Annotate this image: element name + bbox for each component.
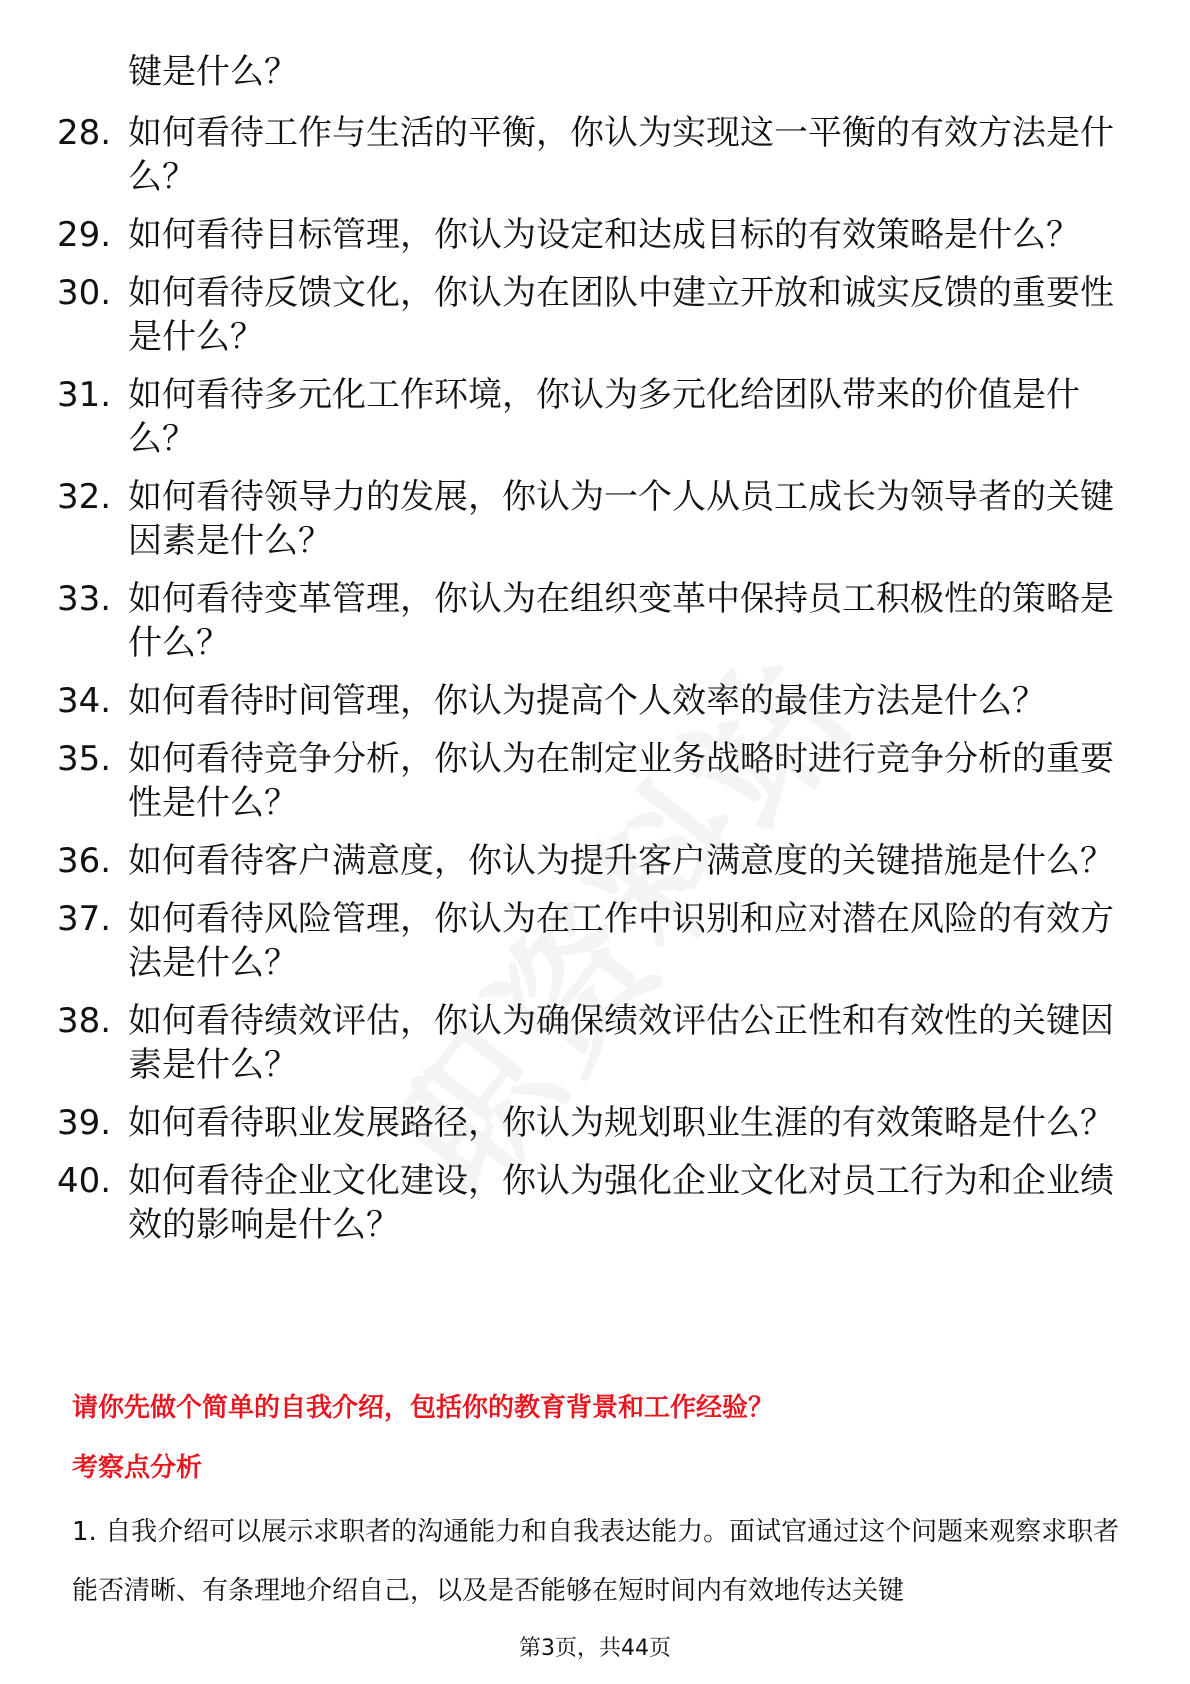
question-item — [57, 737, 1117, 825]
question-text: 如何看待反馈文化，你认为在团队中建立开放和诚实反馈的重要性是什么？ — [128, 273, 1114, 357]
question-text: 如何看待工作与生活的平衡，你认为实现这一平衡的有效方法是什么？ — [128, 113, 1114, 197]
question-number: 29. — [57, 215, 112, 255]
question-text: 如何看待职业发展路径，你认为规划职业生涯的有效策略是什么？ — [128, 1103, 1114, 1143]
question-text: 如何看待客户满意度，你认为提升客户满意度的关键措施是什么？ — [128, 841, 1114, 881]
question-item — [57, 1159, 1117, 1247]
question-number: 32. — [57, 477, 112, 517]
question-text: 如何看待目标管理，你认为设定和达成目标的有效策略是什么？ — [128, 215, 1080, 255]
question-number: 39. — [57, 1103, 112, 1143]
question-item — [57, 1101, 1117, 1145]
question-item — [57, 577, 1117, 665]
question-item — [57, 897, 1117, 985]
question-item — [57, 475, 1117, 563]
featured-question-heading: 请你先做个简单的自我介绍，包括你的教育背景和工作经验？ — [72, 1393, 775, 1423]
page-footer: 第3页，共44页 — [519, 1636, 671, 1661]
question-text: 如何看待多元化工作环境，你认为多元化给团队带来的价值是什么？ — [128, 375, 1080, 459]
question-number: 30. — [57, 273, 112, 313]
question-text: 如何看待领导力的发展，你认为一个人从员工成长为领导者的关键因素是什么？ — [128, 477, 1114, 561]
analysis-paragraph: 1. 自我介绍可以展示求职者的沟通能力和自我表达能力。面试官通过这个问题来观察求职者能否清晰、有条理地介绍自己，以及是否能够在短时间内有效地传达关键 — [72, 1517, 1120, 1606]
question-number: 33. — [57, 579, 112, 619]
question-text: 如何看待企业文化建设，你认为强化企业文化对员工行为和企业绩效的影响是什么？ — [128, 1161, 1114, 1245]
question-continuation: 键是什么？ — [128, 52, 298, 92]
question-number: 35. — [57, 739, 112, 779]
question-item — [57, 679, 1117, 723]
question-number: 28. — [57, 113, 112, 153]
question-item — [57, 373, 1117, 461]
question-item — [57, 839, 1117, 883]
question-number: 37. — [57, 899, 112, 939]
question-item — [57, 111, 1117, 199]
question-text: 如何看待竞争分析，你认为在制定业务战略时进行竞争分析的重要性是什么？ — [128, 739, 1114, 823]
question-number: 31. — [57, 375, 112, 415]
question-text: 如何看待变革管理，你认为在组织变革中保持员工积极性的策略是什么？ — [128, 579, 1114, 663]
question-item — [57, 999, 1117, 1087]
question-item — [57, 271, 1117, 359]
question-text: 如何看待风险管理，你认为在工作中识别和应对潜在风险的有效方法是什么？ — [128, 899, 1114, 983]
question-text: 如何看待时间管理，你认为提高个人效率的最佳方法是什么？ — [128, 681, 1046, 721]
question-number: 40. — [57, 1161, 112, 1201]
question-number: 34. — [57, 681, 112, 721]
question-number: 38. — [57, 1001, 112, 1041]
question-item — [57, 213, 1117, 257]
question-text: 如何看待绩效评估，你认为确保绩效评估公正性和有效性的关键因素是什么？ — [128, 1001, 1114, 1085]
question-number: 36. — [57, 841, 112, 881]
question-list — [57, 111, 1117, 1261]
analysis-title: 考察点分析 — [72, 1453, 203, 1483]
